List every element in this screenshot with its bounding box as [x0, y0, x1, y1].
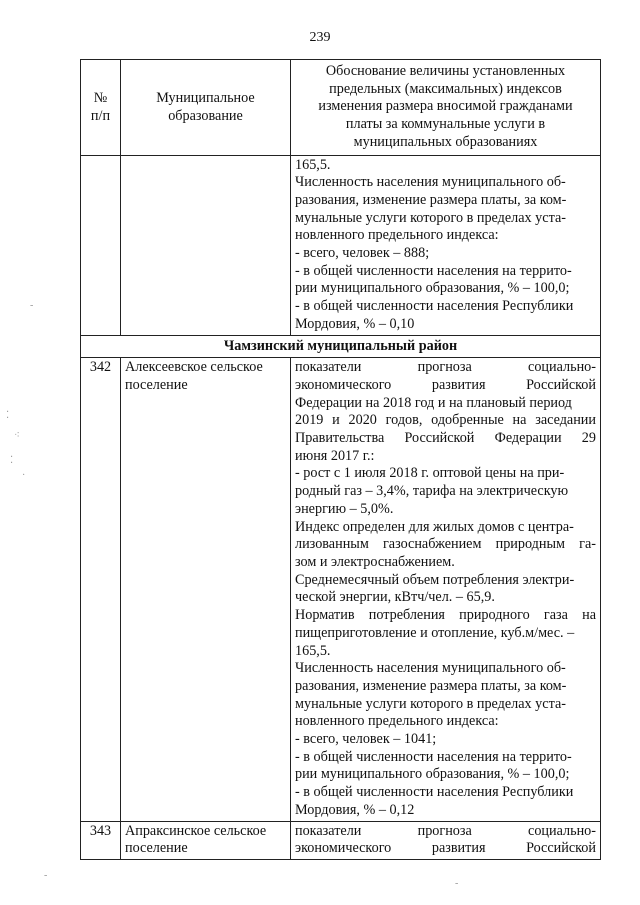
- text-line: Федерации на 2018 год и на плановый период: [295, 394, 572, 411]
- text-line: - всего, человек – 1041;: [295, 731, 437, 748]
- continuation-municipality-cell: [121, 155, 291, 335]
- text-line: 165,5.: [295, 642, 331, 659]
- row-number: 342: [81, 358, 121, 821]
- text-line: - в общей численности населения Республики: [295, 298, 574, 315]
- text-line: Норматив потребления природного газа на: [295, 607, 596, 624]
- row-number: 343: [81, 821, 121, 859]
- text-line: разования, изменение размера платы, за ком-: [295, 191, 567, 208]
- continuation-number-cell: [81, 155, 121, 335]
- text-line: 2019 и 2020 годов, одобренные на заседании: [295, 412, 596, 429]
- text-line: - в общей численности населения на террито-: [295, 262, 572, 279]
- text-line: - в общей численности населения на террито-: [295, 748, 572, 765]
- section-title: Чамзинский муниципальный район: [81, 335, 601, 358]
- continuation-row: [81, 155, 601, 335]
- municipality-name: Апраксинское сельское поселение: [121, 821, 291, 859]
- text-line: - рост с 1 июля 2018 г. оптовой цены на при-: [295, 465, 565, 482]
- text-line: показатели прогноза социально-: [295, 822, 596, 839]
- text-line: июня 2017 г.:: [295, 447, 375, 464]
- justification-text: [291, 821, 601, 859]
- table-header-row: [81, 60, 601, 156]
- text-line: экономического развития Российской: [295, 840, 596, 857]
- text-line: рии муниципального образования, % – 100,0;: [295, 280, 570, 297]
- section-row: [81, 335, 601, 358]
- header-justification: Обоснование величины установленных предельных (максимальных) индексов изменения размера вносимой гражданами платы за коммунальные услуги в муниципальных образованиях: [291, 60, 601, 156]
- text-line: Мордовия, % – 0,10: [295, 315, 415, 332]
- text-line: рии муниципального образования, % – 100,0;: [295, 766, 570, 783]
- text-line: мунальные услуги которого в пределах уста-: [295, 209, 566, 226]
- text-line: Численность населения муниципального об-: [295, 174, 566, 191]
- header-municipality: Муниципальное образование: [121, 60, 291, 156]
- text-line: Численность населения муниципального об-: [295, 660, 566, 677]
- text-line: Правительства Российской Федерации 29: [295, 430, 596, 447]
- text-line: показатели прогноза социально-: [295, 359, 596, 376]
- text-line: лизованным газоснабжением природным га-: [295, 536, 596, 553]
- text-line: Индекс определен для жилых домов с центра-: [295, 518, 574, 535]
- page-number: 239: [309, 30, 331, 45]
- municipality-name: Алексеевское сельское поселение: [121, 358, 291, 821]
- text-line: Мордовия, % – 0,12: [295, 801, 415, 818]
- text-line: разования, изменение размера платы, за ком-: [295, 677, 567, 694]
- continuation-text: [291, 155, 601, 335]
- text-line: пищеприготовление и отопление, куб.м/мес. –: [295, 624, 575, 641]
- indices-table: [80, 59, 601, 860]
- table-row-343: [81, 821, 601, 859]
- text-line: ческой энергии, кВтч/чел. – 65,9.: [295, 589, 495, 606]
- text-line: экономического развития Российской: [295, 376, 596, 393]
- text-line: новленного предельного индекса:: [295, 227, 499, 244]
- text-line: новленного предельного индекса:: [295, 713, 499, 730]
- justification-text: [291, 358, 601, 821]
- text-line: - всего, человек – 888;: [295, 245, 430, 262]
- text-line: зом и электроснабжением.: [295, 553, 455, 570]
- text-line: энергию – 5,0%.: [295, 500, 394, 517]
- text-line: 165,5.: [295, 156, 331, 173]
- text-line: - в общей численности населения Республики: [295, 784, 574, 801]
- text-line: родный газ – 3,4%, тарифа на электрическую: [295, 483, 569, 500]
- header-number: № п/п: [81, 60, 121, 156]
- table-row-342: [81, 358, 601, 821]
- text-line: Среднемесячный объем потребления электри-: [295, 571, 575, 588]
- text-line: мунальные услуги которого в пределах уста-: [295, 695, 566, 712]
